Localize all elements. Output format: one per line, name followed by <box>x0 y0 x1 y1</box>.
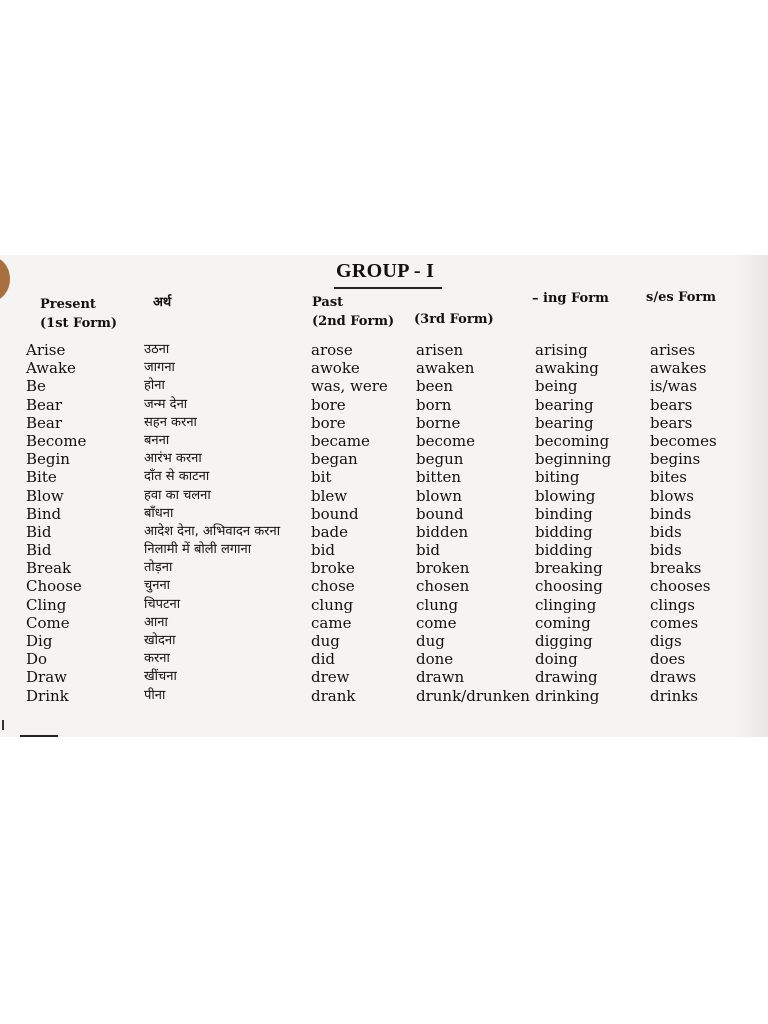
cell-ing: clinging <box>535 595 597 614</box>
cell-past: bore <box>311 395 346 414</box>
table-row <box>0 377 768 395</box>
table-row <box>0 541 768 559</box>
cell-meaning: निलामी में बोली लगाना <box>144 542 252 558</box>
verb-table <box>0 341 768 705</box>
cell-third: broken <box>416 559 470 578</box>
cell-ing: drinking <box>535 686 600 705</box>
cell-ses: is/was <box>650 377 698 396</box>
cell-meaning: खींचना <box>144 669 177 685</box>
cell-meaning: चिपटना <box>144 596 181 612</box>
cell-past: bade <box>311 522 349 541</box>
table-row <box>0 505 768 523</box>
cell-ses: bids <box>650 522 682 541</box>
header-third: (3rd Form) <box>414 312 494 327</box>
scanned-page <box>0 255 768 737</box>
cell-ing: bearing <box>535 395 594 414</box>
cell-meaning: पीना <box>144 687 166 703</box>
cell-present: Be <box>26 377 46 396</box>
cell-present: Bind <box>26 504 62 523</box>
cell-third: clung <box>416 595 459 614</box>
cell-third: arisen <box>416 341 464 359</box>
cell-meaning: होना <box>144 378 165 394</box>
cell-ing: becoming <box>535 431 610 450</box>
cell-present: Bite <box>26 468 57 487</box>
cell-ing: digging <box>535 632 593 650</box>
cell-ing: beginning <box>535 450 612 469</box>
cell-ses: arises <box>650 341 696 359</box>
cell-past: bit <box>311 468 332 487</box>
cell-ses: bites <box>650 468 688 487</box>
cell-present: Come <box>26 613 70 632</box>
table-row <box>0 523 768 541</box>
cell-past: came <box>311 613 352 632</box>
cell-present: Do <box>26 650 48 669</box>
cell-present: Bear <box>26 395 63 414</box>
cell-past: drank <box>311 686 356 705</box>
cell-meaning: जागना <box>144 360 175 376</box>
cell-meaning: खोदना <box>144 633 176 648</box>
table-row <box>0 468 768 486</box>
cell-past: bound <box>311 504 359 523</box>
cell-ses: bears <box>650 413 693 432</box>
cell-meaning: आरंभ करना <box>144 451 202 467</box>
table-row <box>0 414 768 432</box>
header-present <box>40 295 117 333</box>
cell-meaning: चुनना <box>144 578 171 594</box>
cell-present: Arise <box>26 341 66 359</box>
header-past-line2: (2nd Form) <box>312 314 395 329</box>
cell-present: Blow <box>26 486 64 505</box>
cell-third: drawn <box>416 668 465 687</box>
cell-ing: coming <box>535 613 591 632</box>
cell-past: clung <box>311 595 354 614</box>
cell-ses: comes <box>650 613 699 632</box>
cell-present: Drink <box>26 686 69 705</box>
header-ses: s/es Form <box>646 290 716 305</box>
table-row <box>0 577 768 595</box>
table-row <box>0 614 768 632</box>
cell-ing: drawing <box>535 668 598 687</box>
cell-ing: binding <box>535 504 593 523</box>
cell-ses: chooses <box>650 577 711 596</box>
cell-present: Break <box>26 559 72 578</box>
cell-ing: awaking <box>535 359 599 378</box>
cell-past: chose <box>311 577 355 596</box>
cell-ing: doing <box>535 650 578 669</box>
cell-present: Begin <box>26 450 70 469</box>
cell-third: chosen <box>416 577 470 596</box>
cell-present: Dig <box>26 632 53 650</box>
cell-third: bid <box>416 541 441 560</box>
cell-ing: choosing <box>535 577 603 596</box>
table-row <box>0 396 768 414</box>
cell-ing: breaking <box>535 559 603 578</box>
cell-meaning: करना <box>144 651 170 667</box>
cell-third: become <box>416 431 476 450</box>
cell-meaning: दाँत से काटना <box>144 469 210 485</box>
table-row <box>0 687 768 705</box>
cell-past: blew <box>311 486 348 505</box>
cell-present: Bear <box>26 413 63 432</box>
cell-ses: bids <box>650 541 682 560</box>
title-underline <box>334 287 442 289</box>
cell-third: been <box>416 377 454 396</box>
cell-past: arose <box>311 341 353 359</box>
cell-third: blown <box>416 486 462 505</box>
cell-ses: awakes <box>650 359 707 378</box>
cell-meaning: उठना <box>144 342 170 357</box>
cell-past: bid <box>311 541 336 560</box>
cell-third: come <box>416 613 457 632</box>
cell-third: dug <box>416 632 445 650</box>
cell-meaning: तोड़ना <box>144 560 173 576</box>
cell-past: broke <box>311 559 355 578</box>
table-row <box>0 450 768 468</box>
cell-ses: becomes <box>650 431 717 450</box>
cell-ing: blowing <box>535 486 596 505</box>
cell-ses: clings <box>650 595 695 614</box>
table-row <box>0 341 768 359</box>
cell-present: Cling <box>26 595 67 614</box>
header-past-line1: Past <box>312 295 344 310</box>
cell-ses: drinks <box>650 686 699 705</box>
page-edge-mark <box>0 257 10 301</box>
cell-third: bitten <box>416 468 461 487</box>
cell-meaning: बाँधना <box>144 505 174 521</box>
cell-present: Become <box>26 431 87 450</box>
cell-ing: being <box>535 377 578 396</box>
cell-past: did <box>311 650 336 669</box>
cell-meaning: सहन करना <box>144 414 197 430</box>
cell-third: awaken <box>416 359 475 378</box>
cell-ses: binds <box>650 504 692 523</box>
table-row <box>0 359 768 377</box>
cell-third: drunk/drunken <box>416 686 530 705</box>
table-row <box>0 596 768 614</box>
header-meaning: अर्थ <box>153 295 172 310</box>
table-row <box>0 632 768 650</box>
cell-meaning: बनना <box>144 432 170 448</box>
cell-past: began <box>311 450 358 469</box>
cell-ing: bidding <box>535 541 593 560</box>
cell-past: became <box>311 431 370 450</box>
cell-past: was, were <box>311 377 388 396</box>
cell-present: Draw <box>26 668 67 687</box>
cell-present: Awake <box>26 359 76 378</box>
cell-third: bidden <box>416 522 469 541</box>
cell-third: borne <box>416 413 461 432</box>
cell-ing: arising <box>535 341 588 359</box>
cell-meaning: आना <box>144 614 168 630</box>
header-ing: – ing Form <box>532 291 609 306</box>
header-present-line2: (1st Form) <box>40 316 117 331</box>
table-row <box>0 559 768 577</box>
footer-rule <box>20 735 58 737</box>
header-past <box>312 293 394 331</box>
cell-ses: breaks <box>650 559 702 578</box>
cell-past: dug <box>311 632 340 650</box>
cell-meaning: हवा का चलना <box>144 487 211 503</box>
cell-present: Choose <box>26 577 82 596</box>
cell-third: done <box>416 650 454 669</box>
cell-ses: begins <box>650 450 701 469</box>
cell-ses: bears <box>650 395 693 414</box>
table-row <box>0 487 768 505</box>
cell-ses: blows <box>650 486 694 505</box>
cell-ses: draws <box>650 668 697 687</box>
margin-tick <box>2 720 4 730</box>
cell-ing: biting <box>535 468 580 487</box>
cell-present: Bid <box>26 541 52 560</box>
page-title: GROUP - I <box>336 260 435 282</box>
cell-meaning: जन्म देना <box>144 396 188 412</box>
cell-ses: does <box>650 650 686 669</box>
cell-third: begun <box>416 450 464 469</box>
cell-past: drew <box>311 668 350 687</box>
cell-third: born <box>416 395 452 414</box>
cell-meaning: आदेश देना, अभिवादन करना <box>144 523 281 539</box>
cell-ses: digs <box>650 632 682 650</box>
table-row <box>0 650 768 668</box>
cell-past: awoke <box>311 359 360 378</box>
table-row <box>0 668 768 686</box>
header-present-line1: Present <box>40 297 96 312</box>
cell-present: Bid <box>26 522 52 541</box>
cell-ing: bearing <box>535 413 594 432</box>
cell-past: bore <box>311 413 346 432</box>
cell-third: bound <box>416 504 464 523</box>
table-row <box>0 432 768 450</box>
cell-ing: bidding <box>535 522 593 541</box>
